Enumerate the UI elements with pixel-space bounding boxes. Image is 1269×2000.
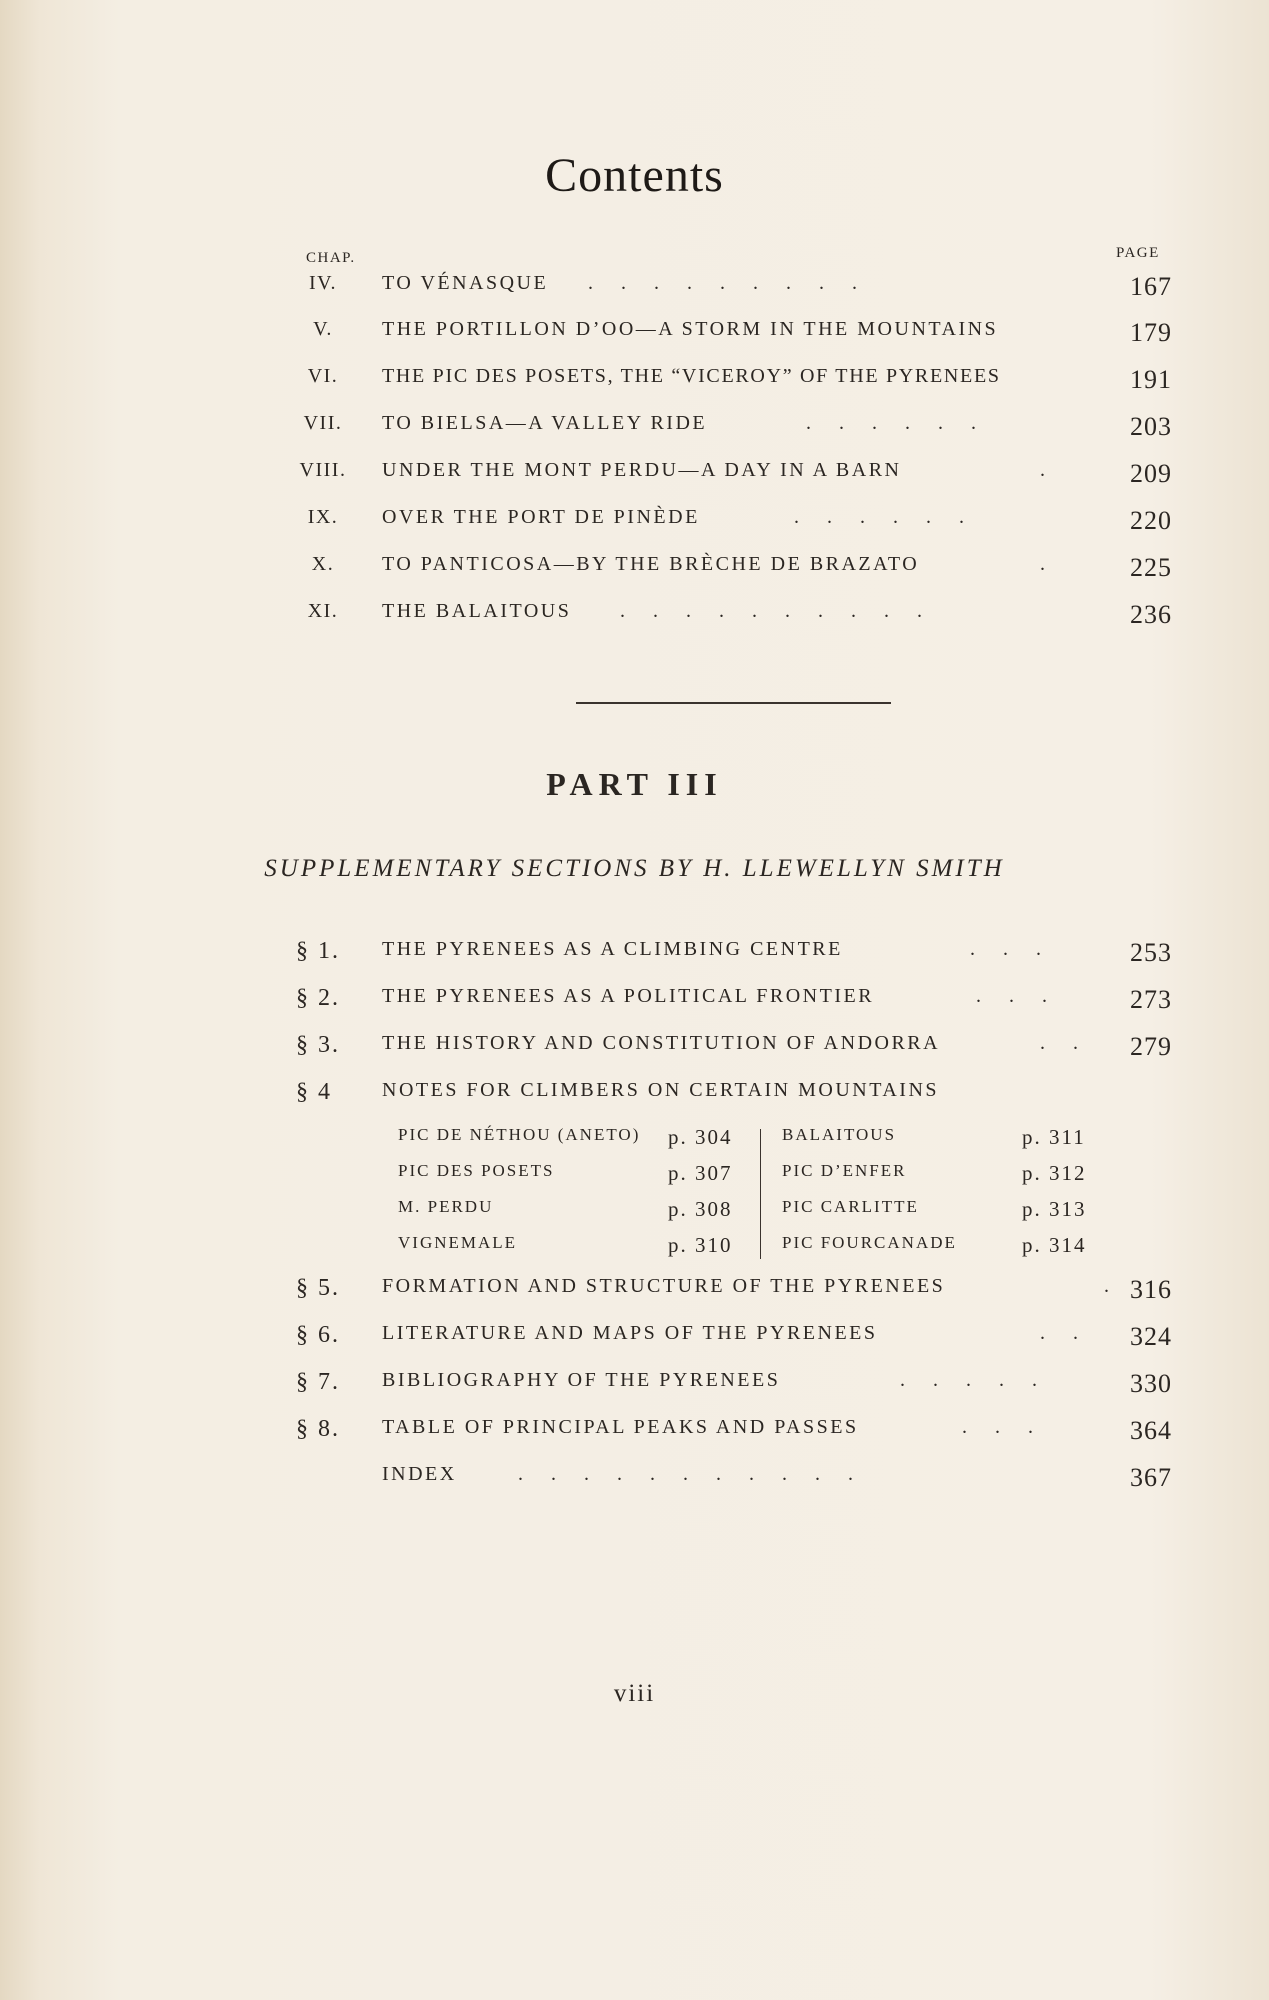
- dot-leader: ......: [794, 506, 992, 528]
- notes-right-column: [782, 1125, 1102, 1269]
- column-divider: [760, 1129, 761, 1259]
- section-title: BIBLIOGRAPHY OF THE PYRENEES: [382, 1369, 781, 1391]
- chapter-title: OVER THE PORT DE PINÈDE: [382, 506, 700, 528]
- section-number: § 4: [296, 1079, 332, 1105]
- section-page: 330: [1130, 1369, 1172, 1398]
- dot-leader: .: [1040, 459, 1073, 481]
- toc-entry: [0, 1079, 1269, 1119]
- mountain-page: p. 307: [668, 1161, 733, 1185]
- dot-leader: .........: [588, 272, 885, 294]
- mountain-page: p. 311: [1022, 1125, 1086, 1149]
- toc-entry: [0, 938, 1269, 978]
- mountain-name: M. PERDU: [398, 1197, 494, 1216]
- mountain-name: PIC DE NÉTHOU (ANETO): [398, 1125, 641, 1144]
- section-number: § 7.: [296, 1369, 340, 1395]
- section-page: 273: [1130, 985, 1172, 1014]
- note-entry: [782, 1125, 1102, 1161]
- toc-entry: [0, 318, 1269, 358]
- chapter-number: V.: [313, 318, 333, 340]
- section-title: FORMATION AND STRUCTURE OF THE PYRENEES: [382, 1275, 946, 1297]
- dot-leader: ...: [976, 985, 1075, 1007]
- chapter-page: 167: [1130, 272, 1172, 301]
- section-title: NOTES FOR CLIMBERS ON CERTAIN MOUNTAINS: [382, 1079, 940, 1101]
- toc-entry: [0, 272, 1269, 312]
- mountain-name: PIC D’ENFER: [782, 1161, 907, 1180]
- section-number: § 5.: [296, 1275, 340, 1301]
- chapter-title: THE PIC DES POSETS, THE “VICEROY” OF THE PYRENEES: [382, 365, 1001, 387]
- chapter-title: UNDER THE MONT PERDU—A DAY IN A BARN: [382, 459, 902, 481]
- dot-leader: ..........: [620, 600, 950, 622]
- mountain-name: VIGNEMALE: [398, 1233, 518, 1252]
- toc-entry: [0, 412, 1269, 452]
- chapter-number: VIII.: [299, 459, 347, 481]
- mountain-page: p. 312: [1022, 1161, 1087, 1185]
- chapter-number: VI.: [307, 365, 339, 387]
- page-column-header: PAGE: [1116, 245, 1160, 261]
- section-title: THE HISTORY AND CONSTITUTION OF ANDORRA: [382, 1032, 941, 1054]
- toc-entry: [0, 365, 1269, 405]
- section-title: THE PYRENEES AS A POLITICAL FRONTIER: [382, 985, 875, 1007]
- chapter-title: THE PORTILLON D’OO—A STORM IN THE MOUNTAINS: [382, 318, 999, 340]
- page-title: Contents: [545, 149, 724, 202]
- mountain-page: p. 314: [1022, 1233, 1087, 1257]
- section-number: § 6.: [296, 1322, 340, 1348]
- notes-left-column: [398, 1125, 748, 1269]
- section-number: § 1.: [296, 938, 340, 964]
- dot-leader: ......: [806, 412, 1004, 434]
- toc-entry: [0, 1322, 1269, 1362]
- chapter-page: 191: [1130, 365, 1172, 394]
- chapter-title: THE BALAITOUS: [382, 600, 572, 622]
- section-page: 364: [1130, 1416, 1172, 1445]
- chapter-page: 220: [1130, 506, 1172, 535]
- section-page: 367: [1130, 1463, 1172, 1492]
- part-heading: PART III: [546, 766, 723, 802]
- dot-leader: ..: [1040, 1322, 1106, 1344]
- chapter-title: TO VÉNASQUE: [382, 272, 549, 294]
- mountain-page: p. 304: [668, 1125, 733, 1149]
- mountain-name: BALAITOUS: [782, 1125, 897, 1144]
- mountain-page: p. 313: [1022, 1197, 1087, 1221]
- toc-entry: [0, 553, 1269, 593]
- chapter-number: VII.: [303, 412, 343, 434]
- note-entry: [782, 1197, 1102, 1233]
- section-number: § 2.: [296, 985, 340, 1011]
- chapter-number: IX.: [307, 506, 339, 528]
- chap-column-header: CHAP.: [306, 250, 356, 266]
- toc-entry: [0, 1416, 1269, 1456]
- section-page: 316: [1130, 1275, 1172, 1304]
- section-title: TABLE OF PRINCIPAL PEAKS AND PASSES: [382, 1416, 859, 1438]
- note-entry: [782, 1161, 1102, 1197]
- toc-entry: [0, 506, 1269, 546]
- section-title: THE PYRENEES AS A CLIMBING CENTRE: [382, 938, 843, 960]
- note-entry: [782, 1233, 1102, 1269]
- section-number: § 8.: [296, 1416, 340, 1442]
- mountain-notes-table: [398, 1125, 1098, 1257]
- dot-leader: ...: [962, 1416, 1061, 1438]
- chapter-number: X.: [311, 553, 335, 575]
- part-subtitle: SUPPLEMENTARY SECTIONS BY H. LLEWELLYN SMITH: [264, 855, 1005, 882]
- toc-entry: [0, 1463, 1269, 1503]
- toc-entry: [0, 1369, 1269, 1409]
- chapter-title: TO PANTICOSA—BY THE BRÈCHE DE BRAZATO: [382, 553, 920, 575]
- dot-leader: .: [1040, 553, 1073, 575]
- chapter-number: IV.: [308, 272, 338, 294]
- dot-leader: ...........: [518, 1463, 881, 1485]
- toc-entry: [0, 459, 1269, 499]
- dot-leader: ...: [970, 938, 1069, 960]
- toc-entry: [0, 985, 1269, 1025]
- toc-entry: [0, 600, 1269, 640]
- chapter-page: 179: [1130, 318, 1172, 347]
- toc-entry: [0, 1032, 1269, 1072]
- section-page: 279: [1130, 1032, 1172, 1061]
- mountain-name: PIC DES POSETS: [398, 1161, 555, 1180]
- note-entry: [398, 1161, 748, 1197]
- section-title: INDEX: [382, 1463, 457, 1485]
- section-page: 324: [1130, 1322, 1172, 1351]
- section-number: § 3.: [296, 1032, 340, 1058]
- chapter-page: 236: [1130, 600, 1172, 629]
- chapter-page: 225: [1130, 553, 1172, 582]
- note-entry: [398, 1233, 748, 1269]
- mountain-name: PIC FOURCANADE: [782, 1233, 957, 1252]
- dot-leader: .: [1104, 1275, 1137, 1297]
- dot-leader: .....: [900, 1369, 1065, 1391]
- note-entry: [398, 1197, 748, 1233]
- note-entry: [398, 1125, 748, 1161]
- section-title: LITERATURE AND MAPS OF THE PYRENEES: [382, 1322, 878, 1344]
- chapter-number: XI.: [307, 600, 339, 622]
- mountain-name: PIC CARLITTE: [782, 1197, 919, 1216]
- page-number: viii: [613, 1680, 656, 1707]
- mountain-page: p. 310: [668, 1233, 733, 1257]
- section-page: 253: [1130, 938, 1172, 967]
- chapter-title: TO BIELSA—A VALLEY RIDE: [382, 412, 708, 434]
- section-divider: [576, 702, 891, 704]
- dot-leader: ..: [1040, 1032, 1106, 1054]
- mountain-page: p. 308: [668, 1197, 733, 1221]
- toc-entry: [0, 1275, 1269, 1315]
- chapter-page: 203: [1130, 412, 1172, 441]
- chapter-page: 209: [1130, 459, 1172, 488]
